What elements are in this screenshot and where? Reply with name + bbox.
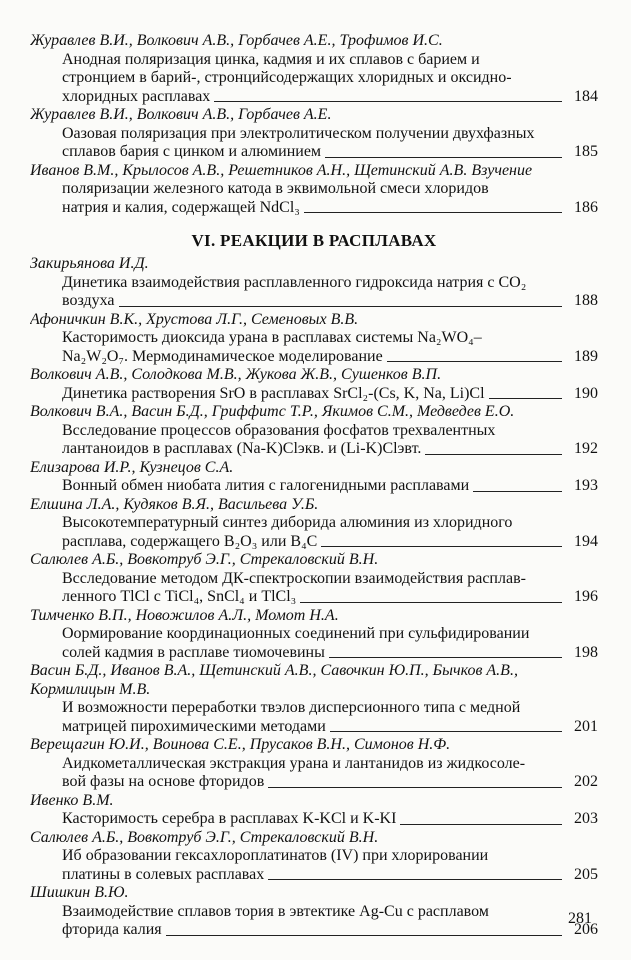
- entry-title: [30, 810, 598, 829]
- toc-entry: [30, 829, 598, 885]
- toc-entry: [30, 884, 598, 940]
- entry-title-last-line: [62, 718, 598, 737]
- entry-title-text: Динетика растворения SrO в расплавах SrCl₂-(Cs, K, Na, Li)Cl: [62, 384, 485, 402]
- dot-leader: [329, 657, 562, 658]
- entry-authors: Ивенко В.М.: [30, 791, 114, 809]
- entry-title-line: Взаимодействие сплавов тория в эвтектике Ag-Cu с расплавом: [62, 902, 489, 920]
- entry-title-line: стронцием в барий-, стронцийсодержащих хлоридных и оксидно-: [62, 69, 512, 86]
- dot-leader: [425, 454, 562, 455]
- entry-title-last-line: [62, 644, 598, 663]
- entry-authors: Салюлев А.Б., Вовкотруб Э.Г., Стрекаловский В.Н.: [30, 828, 379, 846]
- toc-entry: [30, 162, 598, 218]
- entry-title-last-line: [62, 533, 598, 552]
- toc-entry: [30, 736, 598, 792]
- entry-title: [30, 903, 598, 940]
- entry-title-line: Иб образовании гексахлороплатинатов (IV) при хлорировании: [62, 847, 489, 864]
- toc-entry: [30, 459, 598, 496]
- entry-title-last-line: [62, 810, 598, 829]
- section-heading: VI. РЕАКЦИИ В РАСПЛАВАХ: [191, 231, 437, 250]
- dot-leader: [489, 398, 562, 399]
- toc-entry: [30, 32, 598, 106]
- entry-title-text: натрия и калия, содержащей NdCl₃: [62, 198, 300, 216]
- entry-title-last-line: [62, 866, 598, 885]
- entry-page-number: 205: [574, 865, 598, 883]
- entry-title-text: Na₂W₂O₇. Мермодинамическое моделирование: [62, 347, 383, 365]
- entry-title-last-line: [62, 921, 598, 940]
- contents-page: [30, 32, 598, 940]
- entry-authors: Журавлев В.И., Волкович А.В., Горбачев А.Е.: [30, 106, 332, 123]
- entry-title: [30, 514, 598, 551]
- entry-title: [30, 755, 598, 792]
- entry-title-text: солей кадмия в расплаве тиомочевины: [62, 643, 325, 661]
- dot-leader: [304, 212, 562, 213]
- entry-title-text: Касторимость серебра в расплавах K-KCl и K-KI: [62, 810, 397, 827]
- dot-leader: [268, 879, 562, 880]
- dot-leader: [300, 602, 562, 603]
- entry-title: [30, 477, 598, 496]
- entry-authors: Иванов В.М., Крылосов А.В., Решетников А.Н., Щетинский А.В. Взучение: [30, 161, 533, 179]
- entry-title-last-line: [62, 348, 598, 367]
- entry-title-line: И возможности переработки твэлов дисперсионного типа с медной: [62, 699, 521, 716]
- dot-leader: [473, 491, 562, 492]
- dot-leader: [387, 361, 562, 362]
- toc-entry: [30, 607, 598, 663]
- entry-title: [30, 180, 598, 217]
- entry-title-last-line: [62, 773, 598, 792]
- entry-page-number: 190: [574, 384, 598, 402]
- entry-title-last-line: [62, 143, 598, 162]
- entry-title-line: Высокотемпературный синтез диборида алюминия из хлоридного: [62, 514, 513, 531]
- entry-title-line: поляризации железного катода в эквимольной смеси хлоридов: [62, 180, 489, 197]
- entry-authors: Елизарова И.Р., Кузнецов С.А.: [30, 458, 234, 476]
- dot-leader: [268, 787, 562, 788]
- entry-title-line: Оормирование координационных соединений при сульфидировании: [62, 625, 530, 642]
- entry-page-number: 188: [574, 292, 598, 309]
- toc-entry: [30, 551, 598, 607]
- dot-leader: [325, 157, 562, 158]
- entry-page-number: 206: [574, 921, 598, 938]
- entry-authors: Верещагин Ю.И., Воинова С.Е., Прусаков В.Н., Симонов Н.Ф.: [30, 736, 451, 753]
- entry-title-last-line: [62, 385, 598, 404]
- entry-authors: Волкович А.В., Солодкова М.В., Жукова Ж.В., Сушенков В.П.: [30, 366, 442, 383]
- entry-authors-continued: Кормилицын М.В.: [30, 680, 151, 698]
- entry-page-number: 185: [574, 143, 598, 160]
- entry-title: [30, 422, 598, 459]
- entry-title: [30, 329, 598, 366]
- entries-top: [30, 32, 598, 217]
- entry-title-text: платины в солевых расплавах: [62, 865, 265, 883]
- entry-title: [30, 51, 598, 107]
- entry-authors: Журавлев В.И., Волкович А.В., Горбачев А.Е., Трофимов И.С.: [30, 32, 443, 49]
- entry-title-last-line: [62, 477, 598, 496]
- entry-authors: Салюлев А.Б., Вовкотруб Э.Г., Стрекаловский В.Н.: [30, 551, 379, 568]
- entry-title-last-line: [62, 88, 598, 107]
- dot-leader: [321, 546, 562, 547]
- entry-title-last-line: [62, 440, 598, 459]
- entry-authors: Тимченко В.П., Новожилов А.Л., Момот Н.А.: [30, 606, 339, 624]
- entry-page-number: 186: [574, 198, 598, 216]
- entry-authors: Закирьянова И.Д.: [30, 255, 149, 272]
- entry-page-number: 192: [574, 440, 598, 457]
- entry-page-number: 193: [574, 477, 598, 494]
- entry-title: [30, 847, 598, 884]
- entries-reactions: [30, 255, 598, 940]
- toc-entry: [30, 255, 598, 311]
- entry-title-last-line: [62, 588, 598, 607]
- entry-page-number: 184: [574, 87, 598, 105]
- entry-title-line: Касторимость диоксида урана в расплавах системы Na₂WO₄–: [62, 329, 482, 346]
- entry-title: [30, 570, 598, 607]
- page-number: 281: [568, 910, 592, 927]
- toc-entry: [30, 496, 598, 552]
- entry-title-line: Анодная поляризация цинка, кадмия и их сплавов с барием и: [62, 50, 480, 68]
- toc-entry: [30, 792, 598, 829]
- dot-leader: [330, 731, 562, 732]
- entry-title-text: сплавов бария с цинком и алюминием: [62, 143, 322, 160]
- entry-title-text: фторида калия: [62, 921, 162, 938]
- toc-entry: [30, 311, 598, 367]
- entry-page-number: 198: [574, 643, 598, 661]
- entry-page-number: 194: [574, 532, 598, 550]
- entry-authors: Елшина Л.А., Кудяков В.Я., Васильева У.Б.: [30, 495, 319, 513]
- entry-page-number: 196: [574, 588, 598, 605]
- entry-page-number: 189: [574, 347, 598, 365]
- entry-authors: Шишкин В.Ю.: [30, 884, 129, 901]
- toc-entry: [30, 106, 598, 162]
- entry-title-text: Вонный обмен ниобата лития с галогенидными расплавами: [62, 477, 470, 494]
- entry-title-text: лантаноидов в расплавах (Na-K)Clэкв. и (Li-K)Clэвт.: [62, 440, 422, 457]
- entry-page-number: 201: [574, 717, 598, 735]
- dot-leader: [214, 101, 562, 102]
- toc-entry: [30, 662, 598, 736]
- entry-title-line: Всследование методом ДК-спектроскопии взаимодействия расплав-: [62, 569, 526, 587]
- entry-authors: Афоничкин В.К., Хрустова Л.Г., Семеновых В.В.: [30, 310, 359, 328]
- entry-title: [30, 125, 598, 162]
- entry-title-text: хлоридных расплавах: [62, 87, 211, 105]
- entry-title-line: Оазовая поляризация при электролитическом получении двухфазных: [62, 124, 535, 142]
- toc-entry: [30, 403, 598, 459]
- entry-title: [30, 274, 598, 311]
- entry-title-line: Динетика взаимодействия расплавленного гидроксида натрия с CO₂: [62, 273, 527, 291]
- dot-leader: [166, 935, 562, 936]
- entry-title-last-line: [62, 199, 598, 218]
- entry-title: [30, 699, 598, 736]
- entry-title-last-line: [62, 292, 598, 311]
- entry-title-text: ленного TlCl с TiCl₄, SnCl₄ и TlCl₃: [62, 588, 297, 605]
- entry-title: [30, 625, 598, 662]
- dot-leader: [119, 306, 562, 307]
- toc-entry: [30, 366, 598, 403]
- entry-title-line: Всследование процессов образования фосфатов трехвалентных: [62, 421, 496, 439]
- entry-authors: Васин Б.Д., Иванов В.А., Щетинский А.В., Савочкин Ю.П., Бычков А.В.,: [30, 662, 518, 679]
- entry-page-number: 202: [574, 773, 598, 790]
- entry-title-text: воздуха: [62, 292, 115, 309]
- entry-title-text: вой фазы на основе фторидов: [62, 773, 265, 790]
- entry-title-line: Аидкометаллическая экстракция урана и лантанидов из жидкосоле-: [62, 754, 526, 772]
- entry-title-text: матрицей пирохимическими методами: [62, 717, 326, 735]
- entry-title: [30, 385, 598, 404]
- entry-page-number: 203: [574, 810, 598, 827]
- entry-authors: Волкович В.А., Васин Б.Д., Гриффитс Т.Р., Якимов С.М., Медведев Е.О.: [30, 403, 515, 420]
- entry-title-text: расплава, содержащего B₂O₃ или B₄C: [62, 532, 318, 550]
- dot-leader: [400, 824, 562, 825]
